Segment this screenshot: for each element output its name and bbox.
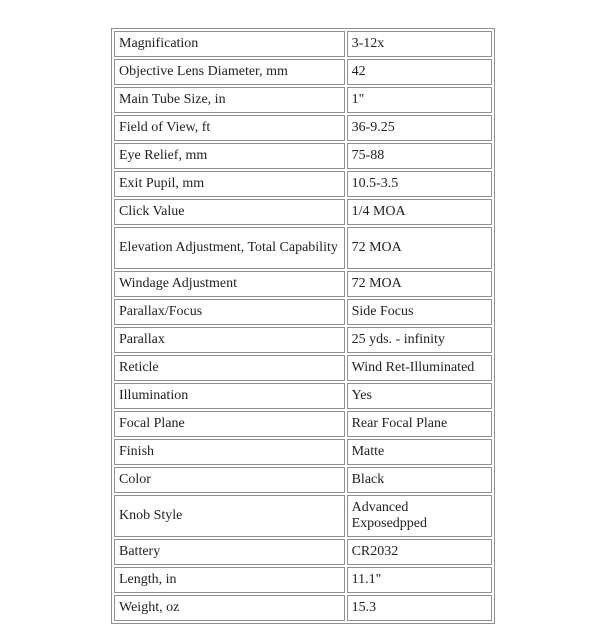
spec-label: Exit Pupil, mm (114, 171, 345, 197)
spec-value: 36-9.25 (347, 115, 492, 141)
spec-value: 15.3 (347, 595, 492, 621)
spec-value: Advanced Exposedpped (347, 495, 492, 537)
spec-value: 72 MOA (347, 271, 492, 297)
spec-label: Eye Relief, mm (114, 143, 345, 169)
table-row (114, 567, 492, 593)
spec-label: Finish (114, 439, 345, 465)
spec-label: Focal Plane (114, 411, 345, 437)
table-row (114, 595, 492, 621)
spec-value: 1" (347, 87, 492, 113)
table-row (114, 227, 492, 269)
spec-label: Windage Adjustment (114, 271, 345, 297)
spec-label: Click Value (114, 199, 345, 225)
spec-value: 75-88 (347, 143, 492, 169)
spec-label: Illumination (114, 383, 345, 409)
table-row (114, 31, 492, 57)
table-row (114, 467, 492, 493)
table-row (114, 171, 492, 197)
spec-value: 1/4 MOA (347, 199, 492, 225)
spec-label: Knob Style (114, 495, 345, 537)
spec-value: 72 MOA (347, 227, 492, 269)
table-row (114, 355, 492, 381)
spec-label: Field of View, ft (114, 115, 345, 141)
table-row (114, 199, 492, 225)
table-row (114, 115, 492, 141)
table-row (114, 299, 492, 325)
spec-table-body (114, 31, 492, 621)
spec-value: Yes (347, 383, 492, 409)
spec-label: Objective Lens Diameter, mm (114, 59, 345, 85)
spec-label: Main Tube Size, in (114, 87, 345, 113)
spec-label: Magnification (114, 31, 345, 57)
spec-value: 11.1" (347, 567, 492, 593)
spec-value: 25 yds. - infinity (347, 327, 492, 353)
table-row (114, 539, 492, 565)
spec-value: 3-12x (347, 31, 492, 57)
spec-label: Elevation Adjustment, Total Capability (114, 227, 345, 269)
table-row (114, 327, 492, 353)
spec-label: Color (114, 467, 345, 493)
table-row (114, 59, 492, 85)
table-row (114, 439, 492, 465)
table-row (114, 495, 492, 537)
spec-value: Matte (347, 439, 492, 465)
table-row (114, 143, 492, 169)
spec-label: Battery (114, 539, 345, 565)
spec-value: 42 (347, 59, 492, 85)
spec-label: Parallax (114, 327, 345, 353)
table-row (114, 383, 492, 409)
spec-value: 10.5-3.5 (347, 171, 492, 197)
table-row (114, 411, 492, 437)
table-row (114, 271, 492, 297)
spec-label: Weight, oz (114, 595, 345, 621)
spec-value: CR2032 (347, 539, 492, 565)
table-row (114, 87, 492, 113)
spec-value: Side Focus (347, 299, 492, 325)
spec-label: Reticle (114, 355, 345, 381)
spec-value: Wind Ret-Illuminated (347, 355, 492, 381)
spec-value: Black (347, 467, 492, 493)
spec-table (111, 28, 495, 624)
spec-label: Length, in (114, 567, 345, 593)
spec-label: Parallax/Focus (114, 299, 345, 325)
spec-value: Rear Focal Plane (347, 411, 492, 437)
